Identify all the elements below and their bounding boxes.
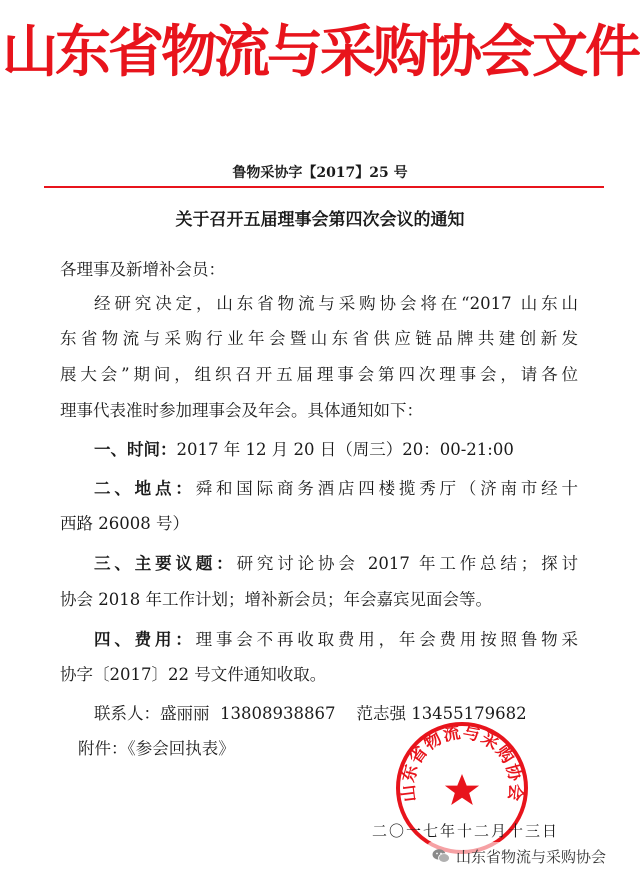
- item-location: [94, 481, 578, 498]
- intro-line-4: 理事代表准时参加理事会及年会。具体通知如下：: [60, 401, 423, 420]
- item-fees-value-2: 协字〔2017〕22 号文件通知收取。: [60, 665, 327, 684]
- item-time-label: 一、时间：: [94, 440, 177, 459]
- item-fees: [94, 632, 578, 649]
- watermark-text: 山东省物流与采购协会: [456, 847, 607, 866]
- date-line: 二〇一七年十二月十三日: [372, 822, 560, 840]
- document-header-title: 山东省物流与采购协会文件: [2, 19, 638, 85]
- attachment-line: 附件：《参会回执表》: [78, 739, 235, 758]
- wechat-watermark: [428, 842, 610, 870]
- wechat-icon: [432, 848, 450, 864]
- contact-line: 联系人：盛丽丽 13808938867 范志强 13455179682: [94, 704, 527, 723]
- document-number: 鲁物采协字【2017】25 号: [232, 165, 408, 181]
- item-location-value-2: 西路 26008 号）: [60, 514, 189, 533]
- item-topics-label: 三、主要议题：: [94, 554, 237, 573]
- item-fees-label: 四、费用：: [94, 630, 196, 649]
- red-divider-rule: [44, 186, 604, 188]
- seal-text: 山东省物流与采购协会: [398, 722, 526, 803]
- intro-line-3: 展大会”期间，组织召开五届理事会第四次理事会，请各位: [60, 365, 578, 384]
- item-topics-value-2: 协会 2018 年工作计划；增补新会员；年会嘉宾见面会等。: [60, 590, 492, 609]
- item-location-value-1: 舜和国际商务酒店四楼揽秀厅（济南市经十: [195, 479, 579, 498]
- seal-star-icon: [445, 774, 479, 805]
- notice-title: 关于召开五届理事会第四次会议的通知: [175, 210, 465, 230]
- item-time-value: 2017 年 12 月 20 日（周三）20：00-21:00: [176, 440, 514, 459]
- item-fees-value-1: 理事会不再收取费用，年会费用按照鲁物采: [195, 630, 579, 649]
- intro-line-1: 经研究决定，山东省物流与采购协会将在“2017 山东山: [94, 294, 578, 313]
- item-time: [94, 442, 514, 459]
- item-topics-value-1: 研究讨论协会 2017 年工作总结；探讨: [236, 554, 579, 573]
- intro-line-2: 东省物流与采购行业年会暨山东省供应链品牌共建创新发: [60, 329, 578, 348]
- item-topics: [94, 556, 578, 573]
- salutation: 各理事及新增补会员：: [60, 260, 225, 279]
- item-location-label: 二、地点：: [94, 479, 196, 498]
